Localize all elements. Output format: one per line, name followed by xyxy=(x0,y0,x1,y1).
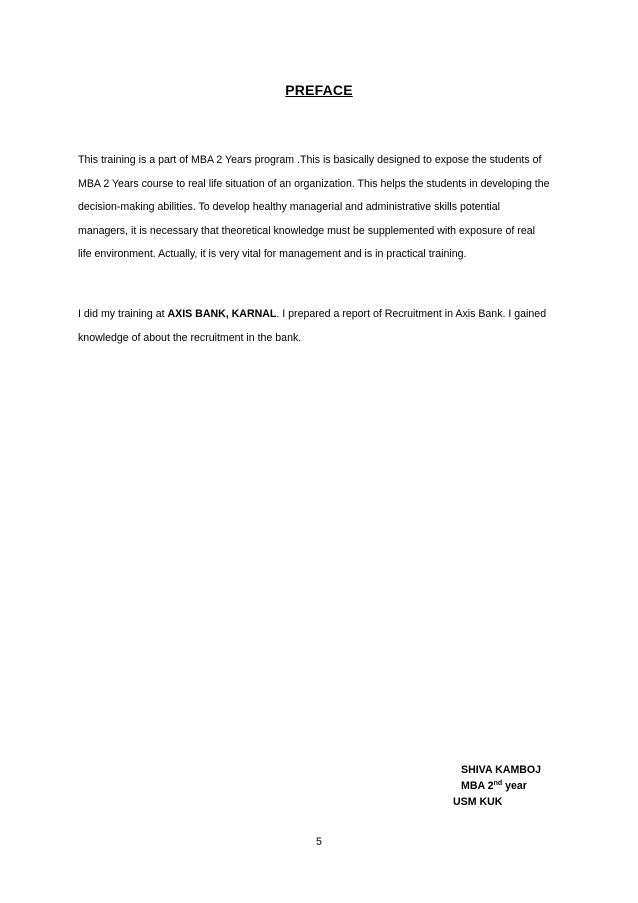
training-report-text: . I prepared a report of Recruitment in Axis Bank. I gained xyxy=(276,308,547,320)
course-ordinal-suffix: nd xyxy=(493,780,503,787)
paragraph-line: decision-making abilities. To develop healthy managerial and administrative skills potential xyxy=(78,201,501,213)
preface-paragraph-2 xyxy=(78,303,558,350)
course-year-label: year xyxy=(502,780,527,792)
page-title: PREFACE xyxy=(285,82,353,98)
training-location: AXIS BANK, KARNAL xyxy=(167,308,277,320)
training-intro-text: I did my training at xyxy=(78,308,168,320)
paragraph-line: This training is a part of MBA 2 Years program .This is basically designed to expose the students of xyxy=(78,154,542,166)
course-name: MBA 2 xyxy=(461,780,494,792)
signature-name: SHIVA KAMBOJ xyxy=(461,764,542,776)
preface-paragraph-1 xyxy=(78,149,558,267)
signature-institution: USM KUK xyxy=(453,796,503,808)
paragraph-line xyxy=(78,303,558,327)
paragraph-line: life environment. Actually, it is very vital for management and is in practical training. xyxy=(78,248,467,260)
signature-course xyxy=(461,779,527,793)
paragraph-line: knowledge of about the recruitment in the bank. xyxy=(78,331,302,344)
page-number: 5 xyxy=(316,836,322,848)
paragraph-line: managers, it is necessary that theoretical knowledge must be supplemented with exposure of real xyxy=(78,224,535,237)
paragraph-line: MBA 2 Years course to real life situation of an organization. This helps the students in developing the xyxy=(78,177,550,190)
